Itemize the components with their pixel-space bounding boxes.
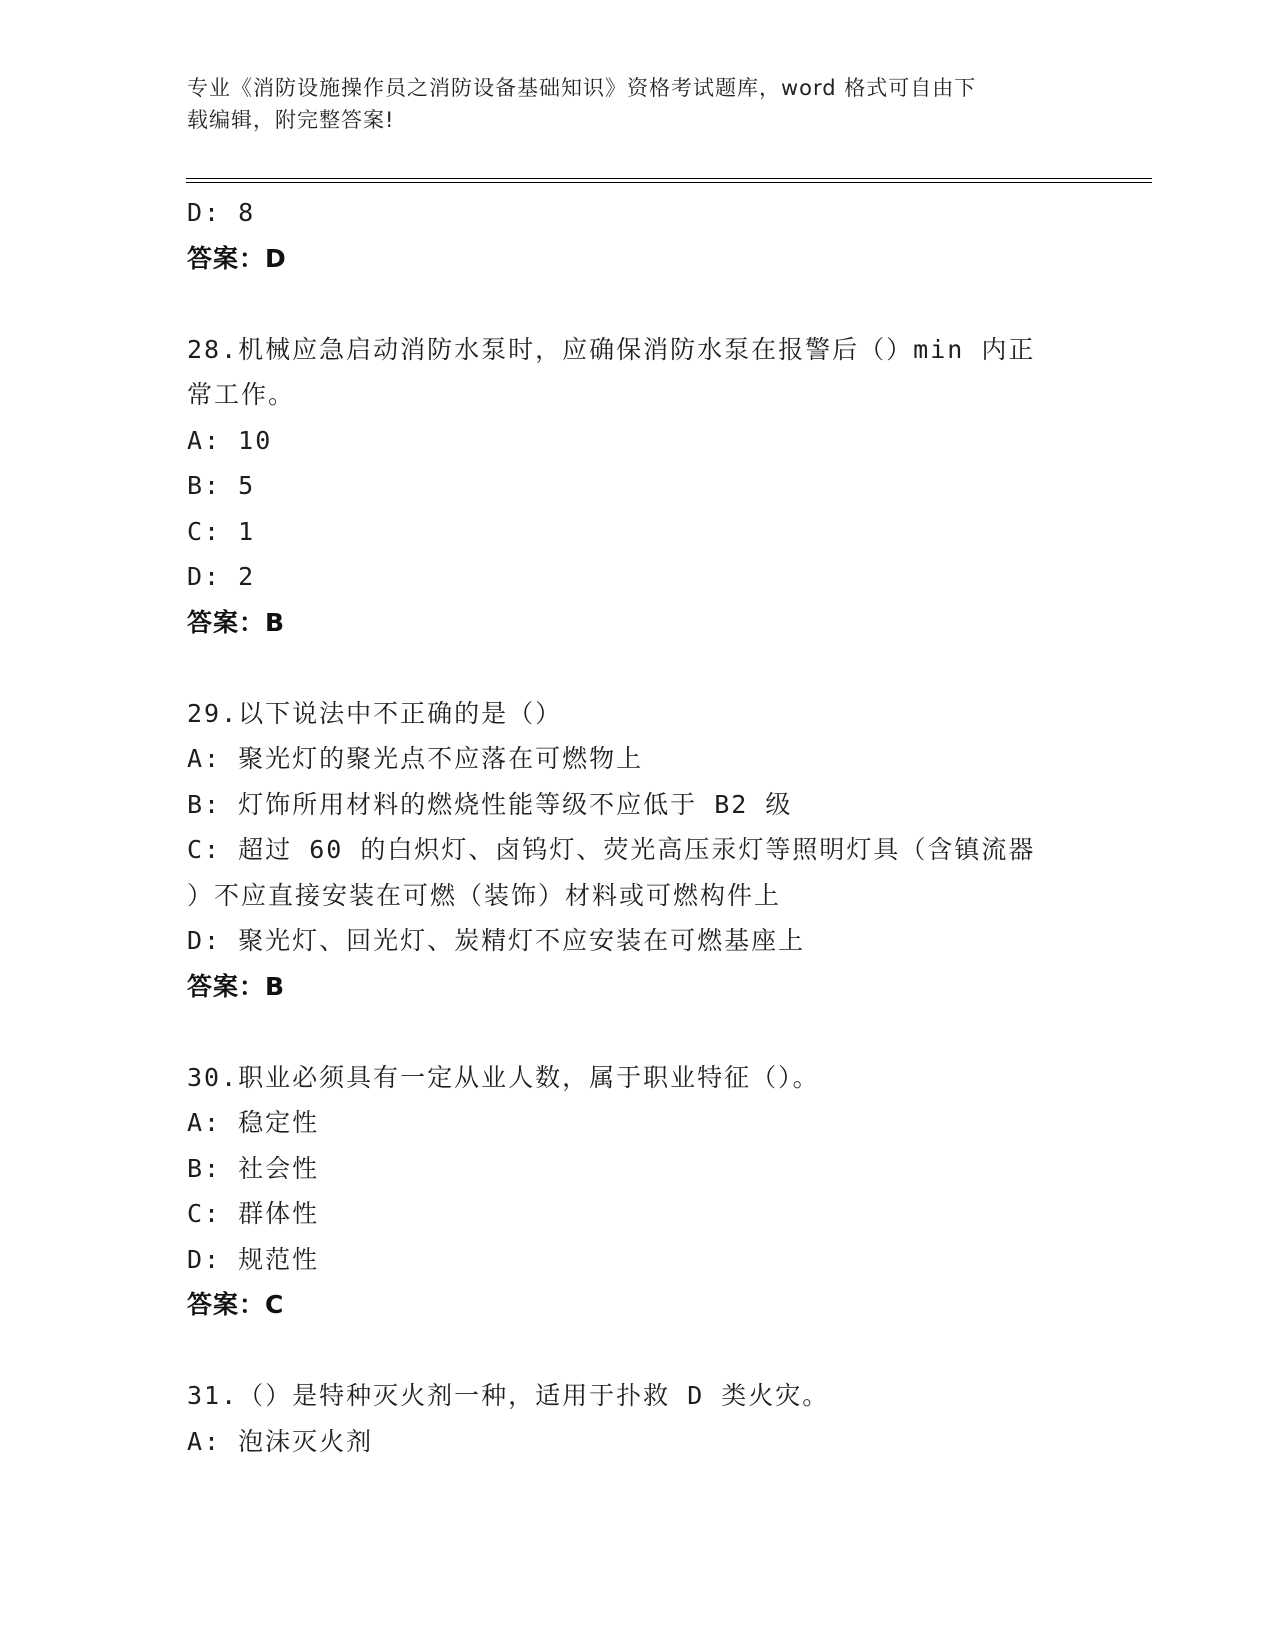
header-rule-bottom bbox=[186, 182, 1152, 183]
option-c: C: 超过 60 的白炽灯、卤钨灯、荧光高压汞灯等照明灯具（含镇流器 bbox=[187, 835, 1036, 864]
question-stem-continued: 常工作。 bbox=[187, 380, 296, 409]
option-d: D: 8 bbox=[187, 198, 256, 227]
spacer bbox=[187, 645, 1087, 691]
spacer bbox=[187, 281, 1087, 327]
option-a: A: 10 bbox=[187, 425, 273, 455]
spacer bbox=[187, 1009, 1087, 1055]
option-d: D: 规范性 bbox=[187, 1244, 320, 1274]
question-28 bbox=[187, 327, 1087, 646]
question-stem: 28.机械应急启动消防水泵时，应确保消防水泵在报警后（）min 内正 bbox=[187, 334, 1036, 364]
header-line-2: 载编辑，附完整答案! bbox=[187, 108, 395, 132]
option-c: C: 群体性 bbox=[187, 1199, 320, 1228]
question-29 bbox=[187, 691, 1087, 1010]
option-b: B: 灯饰所用材料的燃烧性能等级不应低于 B2 级 bbox=[187, 789, 793, 819]
question-list bbox=[187, 190, 1087, 1464]
option-b: B: 社会性 bbox=[187, 1153, 320, 1183]
document-header bbox=[187, 72, 1067, 136]
header-rule-top bbox=[186, 178, 1152, 179]
question-30 bbox=[187, 1055, 1087, 1328]
option-a: A: 聚光灯的聚光点不应落在可燃物上 bbox=[187, 744, 644, 773]
answer-line: 答案：B bbox=[187, 971, 286, 1001]
header-line-1: 专业《消防设施操作员之消防设备基础知识》资格考试题库，word 格式可自由下 bbox=[187, 76, 977, 100]
question-stem: 30.职业必须具有一定从业人数，属于职业特征（）。 bbox=[187, 1062, 820, 1092]
option-d: D: 2 bbox=[187, 562, 256, 591]
answer-line: 答案：D bbox=[187, 243, 287, 273]
question-31 bbox=[187, 1373, 1087, 1464]
option-c: C: 1 bbox=[187, 516, 256, 546]
question-stem: 31.（）是特种灭火剂一种，适用于扑救 D 类火灾。 bbox=[187, 1381, 830, 1410]
spacer bbox=[187, 1328, 1087, 1374]
option-b: B: 5 bbox=[187, 471, 256, 500]
answer-line: 答案：C bbox=[187, 1290, 285, 1319]
answer-line: 答案：B bbox=[187, 607, 286, 637]
question-stem: 29.以下说法中不正确的是（） bbox=[187, 698, 563, 728]
option-d: D: 聚光灯、回光灯、炭精灯不应安装在可燃基座上 bbox=[187, 926, 806, 955]
option-c-continued: ）不应直接安装在可燃（装饰）材料或可燃构件上 bbox=[187, 880, 782, 910]
option-a: A: 泡沫灭火剂 bbox=[187, 1426, 374, 1456]
option-a: A: 稳定性 bbox=[187, 1108, 320, 1137]
